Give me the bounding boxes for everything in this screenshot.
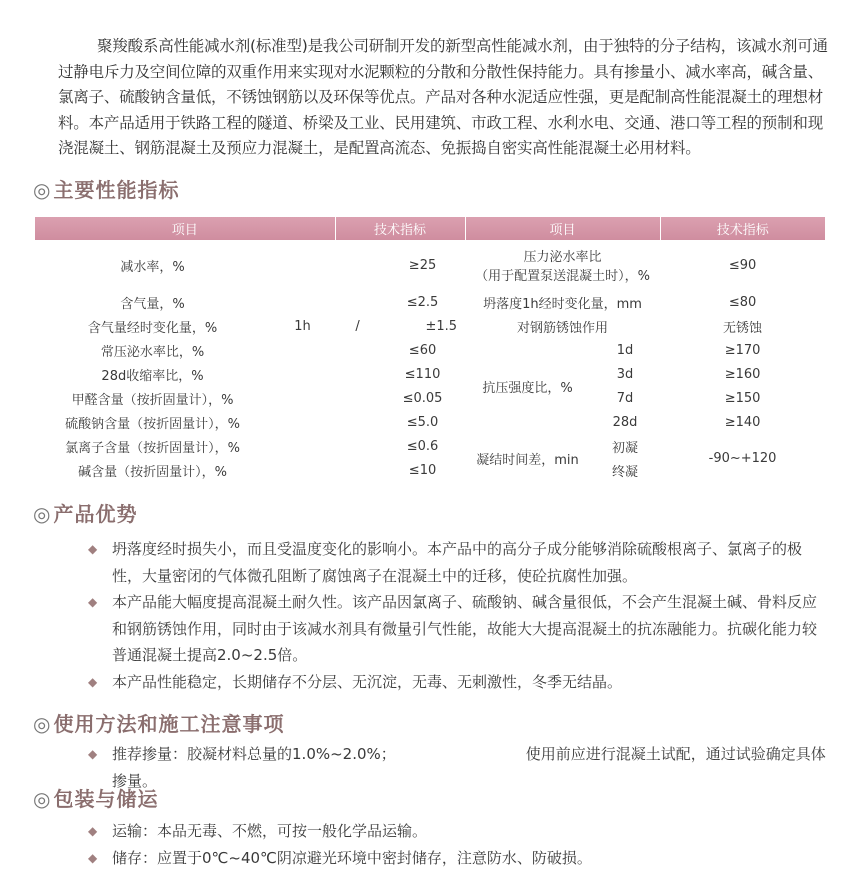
spec-table	[35, 217, 825, 482]
cell-value: -90~+120	[708, 450, 777, 466]
cell-value: ≥170	[724, 342, 761, 358]
cell-sub: 初凝	[612, 440, 639, 456]
cell-value: ≤60	[408, 342, 437, 358]
cell-item: 硫酸钠含量（按折固量计），%	[65, 416, 240, 432]
table-row	[35, 314, 825, 338]
cell-slash: /	[355, 318, 360, 334]
diamond-bullet-icon: ◆	[88, 595, 98, 609]
cell-item: 凝结时间差，min	[476, 452, 579, 468]
header-item: 项目	[35, 217, 335, 240]
cell-item: 甲醛含量（按折固量计），%	[71, 392, 234, 408]
section-heading-usage: ◎ 使用方法和施工注意事项	[33, 712, 285, 736]
heading-marker: ◎	[33, 712, 52, 736]
cell-value: ≤0.6	[406, 438, 439, 454]
cell-item: 压力泌水率比 （用于配置泵送混凝土时），%	[475, 250, 650, 284]
table-header-row	[35, 217, 825, 240]
cell-value: ±1.5	[425, 318, 458, 334]
cell-sub: 1d	[616, 342, 634, 358]
cell-value: ≤110	[404, 366, 441, 382]
cell-item: 抗压强度比，%	[482, 380, 573, 396]
advantages-list	[88, 536, 828, 695]
diamond-bullet-icon: ◆	[88, 542, 98, 556]
cell-item: 碱含量（按折固量计），%	[78, 464, 227, 480]
list-item: ◆ 本产品能大幅度提高混凝土耐久性。该产品因氯离子、硫酸钠、碱含量很低，不会产生混凝土碱、骨料反应和钢筋锈蚀作用，同时由于该减水剂具有微量引气性能，故能大大提高混凝土的抗冻融能力。抗碳化能力较普通混凝土提高2.0~2.5倍。	[88, 589, 828, 669]
diamond-bullet-icon: ◆	[88, 824, 98, 838]
cell-item: 28d收缩率比，%	[101, 368, 204, 384]
table-row	[35, 434, 825, 458]
header-value: 技术指标	[660, 217, 825, 240]
cell-sub: 终凝	[612, 464, 639, 480]
table-row	[35, 290, 825, 314]
heading-marker: ◎	[33, 178, 52, 202]
diamond-bullet-icon: ◆	[88, 850, 98, 865]
heading-marker: ◎	[33, 502, 52, 526]
cell-sub: 7d	[616, 390, 634, 406]
section-heading-spec: ◎ 主要性能指标	[33, 178, 180, 202]
diamond-bullet-icon: ◆	[88, 674, 98, 689]
cell-value: ≤0.05	[402, 390, 443, 406]
list-item: ◆ 运输：本品无毒、不燃，可按一般化学品运输。	[88, 818, 828, 845]
table-row	[35, 386, 825, 410]
header-item: 项目	[465, 217, 660, 240]
storage-list	[88, 818, 828, 871]
table-row	[35, 410, 825, 434]
cell-item: 减水率，%	[120, 259, 185, 275]
list-item: ◆ 储存：应置于0℃~40℃阴凉避光环境中密封储存，注意防水、防破损。	[88, 845, 828, 872]
cell-value: ≥25	[408, 257, 437, 273]
list-item: ◆ 推荐掺量：胶凝材料总量的1.0%~2.0%； 使用前应进行混凝土试配，通过试验确定具体掺量。	[88, 741, 828, 794]
cell-sub: 3d	[616, 366, 634, 382]
list-item: ◆ 坍落度经时损失小，而且受温度变化的影响小。本产品中的高分子成分能够消除硫酸根离子、氯离子的极性，大量密闭的气体微孔阻断了腐蚀离子在混凝土中的迁移，使砼抗腐性加强。	[88, 536, 828, 589]
cell-value: ≤5.0	[406, 414, 439, 430]
list-item: ◆ 本产品性能稳定，长期储存不分层、无沉淀，无毒、无刺激性，冬季无结晶。	[88, 669, 828, 696]
header-value: 技术指标	[335, 217, 465, 240]
cell-value: ≥160	[724, 366, 761, 382]
cell-value: ≥150	[724, 390, 761, 406]
intro-paragraph: 聚羧酸系高性能减水剂(标准型)是我公司研制开发的新型高性能减水剂，由于独特的分子结构，该减水剂可通过静电斥力及空间位障的双重作用来实现对水泥颗粒的分散和分散性保持能力。具有掺量小、减水率高，碱含量、氯离子、硫酸钠含量低，不锈蚀钢筋以及环保等优点。产品对各种水泥适应性强，更是配制高性能混凝土的理想材料。本产品适用于铁路工程的隧道、桥梁及工业、民用建筑、市政工程、水利水电、交通、港口等工程的预制和现浇混凝土、钢筋混凝土及预应力混凝土，是配置高流态、免振捣自密实高性能混凝土必用材料。	[58, 37, 828, 157]
cell-item: 含气量，%	[120, 296, 185, 312]
cell-value: 无锈蚀	[723, 320, 763, 336]
cell-value: ≤80	[728, 294, 757, 310]
heading-marker: ◎	[33, 787, 52, 811]
table-row	[35, 240, 825, 290]
section-heading-advantages: ◎ 产品优势	[33, 502, 138, 526]
cell-value: ≤2.5	[406, 294, 439, 310]
section-heading-storage: ◎ 包装与储运	[33, 787, 159, 811]
cell-sub: 28d	[612, 414, 638, 430]
cell-item: 坍落度1h经时变化量，mm	[483, 296, 642, 312]
cell-sub: 1h	[294, 318, 311, 334]
cell-item: 对钢筋锈蚀作用	[517, 320, 609, 336]
cell-item: 含气量经时变化量，%	[87, 320, 218, 336]
cell-item: 常压泌水率比，%	[100, 344, 205, 360]
cell-value: ≤10	[408, 462, 437, 478]
usage-list	[88, 741, 828, 794]
cell-value: ≥140	[724, 414, 761, 430]
cell-value: ≤90	[728, 257, 757, 273]
diamond-bullet-icon: ◆	[88, 747, 98, 761]
cell-item: 氯离子含量（按折固量计），%	[65, 440, 240, 456]
table-row	[35, 338, 825, 362]
table-row	[35, 362, 825, 386]
